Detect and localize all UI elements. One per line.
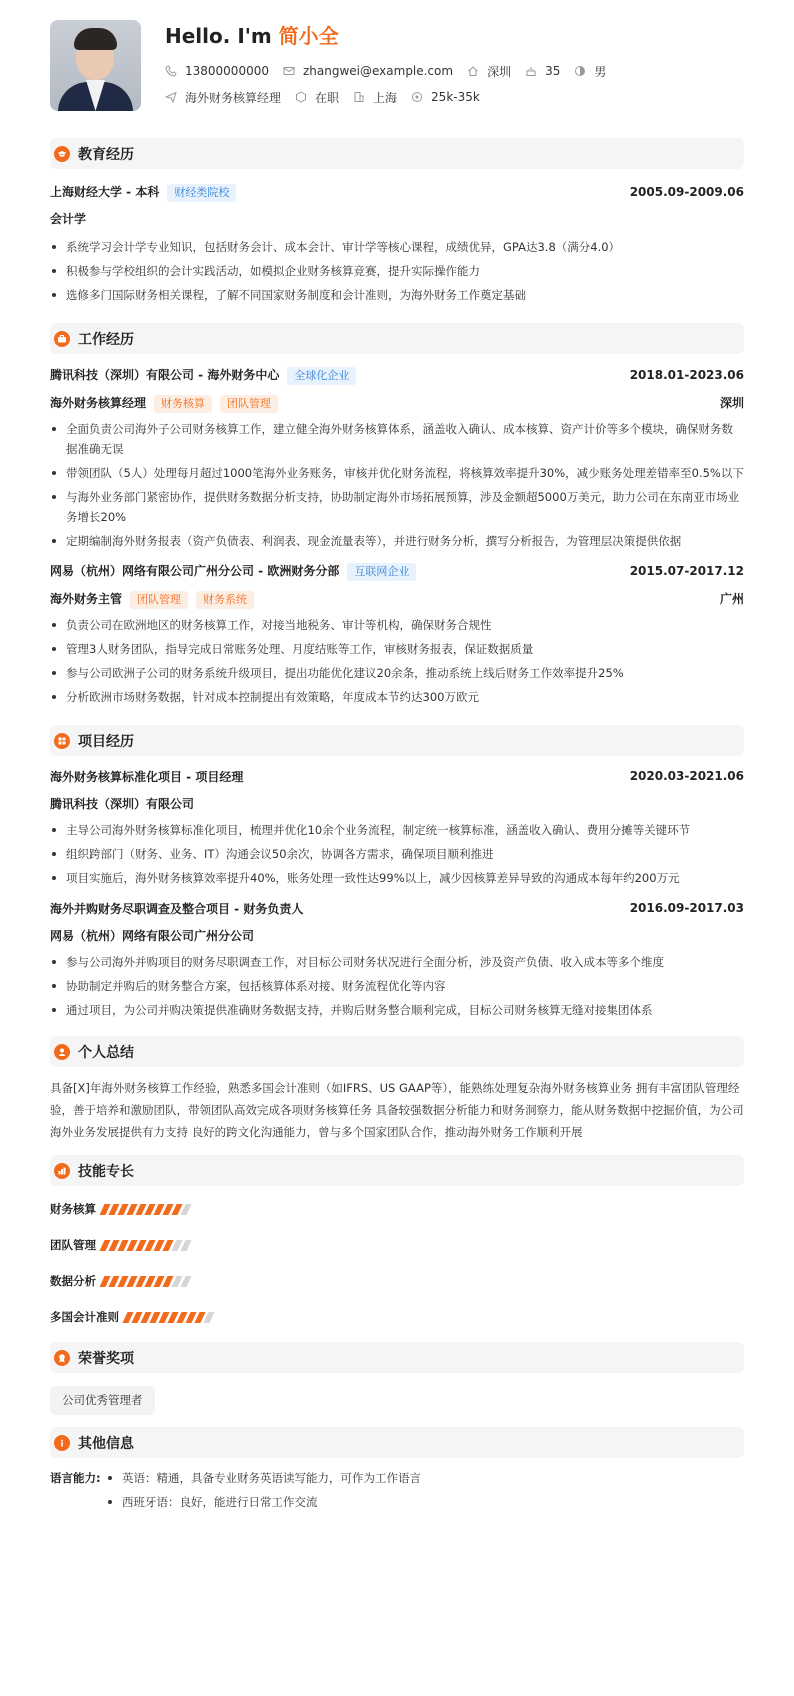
- list-item: 管理3人财务团队，指导完成日常账务处理、月度结账等工作，审核财务报表，保证数据质量: [50, 639, 744, 659]
- skill-item: [50, 1271, 744, 1291]
- building-icon: [353, 91, 365, 103]
- education-entry-head: [50, 182, 744, 202]
- salary-icon: [411, 91, 423, 103]
- section-title-projects: 项目经历: [50, 725, 744, 756]
- skill-item: [50, 1199, 744, 1219]
- list-item: 通过项目，为公司并购决策提供准确财务数据支持，并购后财务整合顺利完成，目标公司财务核算无缝对接集团体系: [50, 1000, 744, 1020]
- skill-bar: [102, 1240, 192, 1251]
- status: 在职: [315, 90, 340, 105]
- graduation-cap-icon: [54, 146, 70, 162]
- project-name: 海外财务核算标准化项目 - 项目经理: [50, 769, 244, 784]
- company-tag: 全球化企业: [287, 367, 356, 385]
- role-tag: 财务核算: [154, 395, 212, 413]
- project-period: 2016.09-2017.03: [629, 901, 744, 915]
- age-icon: [525, 65, 537, 77]
- language-list: [106, 1468, 421, 1516]
- salary: 25k-35k: [431, 90, 480, 104]
- work-location: 广州: [719, 592, 744, 606]
- list-item: 定期编制海外财务报表（资产负债表、利润表、现金流量表等），并进行财务分析，撰写分析报告，为管理层决策提供依据: [50, 531, 744, 551]
- gender-icon: [574, 65, 586, 77]
- gender: 男: [594, 64, 607, 79]
- list-item: 英语：精通，具备专业财务英语读写能力，可作为工作语言: [106, 1468, 421, 1488]
- section-title-honors: 荣誉奖项: [50, 1342, 744, 1373]
- education-section: [50, 138, 744, 305]
- school-name: 上海财经大学 - 本科: [50, 184, 160, 199]
- project-org: 网易（杭州）网络有限公司广州分公司: [50, 929, 255, 943]
- list-item: 全面负责公司海外子公司财务核算工作，建立健全海外财务核算体系，涵盖收入确认、成本核算、资产计价等多个模块，确保财务数据准确无误: [50, 419, 744, 459]
- skill-name: 团队管理: [50, 1238, 96, 1252]
- list-item: 系统学习会计学专业知识，包括财务会计、成本会计、审计学等核心课程，成绩优异，GPA达3.8（满分4.0）: [50, 237, 744, 257]
- role-tag: 财务系统: [196, 591, 254, 609]
- status-icon: [295, 91, 307, 103]
- position: 海外财务核算经理: [185, 90, 282, 105]
- skill-name: 财务核算: [50, 1202, 96, 1216]
- list-item: 积极参与学校组织的会计实践活动，如模拟企业财务核算竞赛，提升实际操作能力: [50, 261, 744, 281]
- skill-stripe-empty: [203, 1312, 214, 1323]
- skill-name: 多国会计准则: [50, 1310, 119, 1324]
- list-item: 组织跨部门（财务、业务、IT）沟通会议50余次，协调各方需求，确保项目顺利推进: [50, 844, 744, 864]
- skill-stripe-empty: [180, 1240, 191, 1251]
- list-item: 项目实施后，海外财务核算效率提升40%，账务处理一致性达99%以上，减少因核算差异导致的沟通成本每年约200万元: [50, 868, 744, 888]
- school-tag: 财经类院校: [167, 184, 236, 202]
- list-item: 参与公司海外并购项目的财务尽职调查工作，对目标公司财务状况进行全面分析，涉及资产负债、收入成本等多个维度: [50, 952, 744, 972]
- greeting: [165, 22, 620, 50]
- skill-stripe-empty: [180, 1204, 191, 1215]
- list-item: 主导公司海外财务核算标准化项目，梳理并优化10余个业务流程，制定统一核算标准，涵盖收入确认、费用分摊等关键环节: [50, 820, 744, 840]
- phone: 13800000000: [185, 64, 269, 78]
- summary-text: 具备[X]年海外财务核算工作经验，熟悉多国会计准则（如IFRS、US GAAP等），能熟练处理复杂海外财务核算业务 拥有丰富团队管理经验，善于培养和激励团队，带领团队高效完成各项财务核算任务 具备较强数据分析能力和财务洞察力，能从财务数据中挖掘价值，为公司海外业务发展提供有力支持 良好的跨文化沟通能力，曾与多个国家团队合作，推动海外财务工作顺利开展: [50, 1081, 744, 1139]
- work-bullets: [50, 419, 744, 551]
- other-section: [50, 1427, 744, 1516]
- company-name: 腾讯科技（深圳）有限公司 - 海外财务中心: [50, 367, 280, 382]
- section-title-summary: 个人总结: [50, 1036, 744, 1067]
- city: 深圳: [487, 64, 512, 79]
- project-entry: [50, 766, 744, 888]
- position-icon: [165, 91, 177, 103]
- list-item: 与海外业务部门紧密协作，提供财务数据分析支持，协助制定海外市场拓展预算，涉及金额超5000万美元，助力公司在东南亚市场业务增长20%: [50, 487, 744, 527]
- grid-icon: [54, 733, 70, 749]
- section-title-skills: 技能专长: [50, 1155, 744, 1186]
- project-entry: [50, 898, 744, 1020]
- mail-icon: [283, 65, 295, 77]
- list-item: 带领团队（5人）处理每月超过1000笔海外业务账务，审核并优化财务流程，将核算效率提升30%，减少账务处理差错率至0.5%以下: [50, 463, 744, 483]
- award-icon: [54, 1350, 70, 1366]
- company-name: 网易（杭州）网络有限公司广州分公司 - 欧洲财务分部: [50, 563, 340, 578]
- role-tag: 团队管理: [220, 395, 278, 413]
- list-item: 西班牙语：良好，能进行日常工作交流: [106, 1492, 421, 1512]
- role: 海外财务主管: [50, 592, 123, 606]
- project-period: 2020.03-2021.06: [629, 769, 744, 783]
- work-period: 2015.07-2017.12: [629, 564, 744, 578]
- section-title-work: 工作经历: [50, 323, 744, 354]
- skill-stripe-empty: [180, 1276, 191, 1287]
- email: zhangwei@example.com: [302, 64, 454, 78]
- work-section: [50, 323, 744, 707]
- list-item: 协助制定并购后的财务整合方案，包括核算体系对接、财务流程优化等内容: [50, 976, 744, 996]
- list-item: 选修多门国际财务相关课程，了解不同国家财务制度和会计准则，为海外财务工作奠定基础: [50, 285, 744, 305]
- role-tag: 团队管理: [130, 591, 188, 609]
- summary-section: [50, 1036, 744, 1143]
- honors-section: [50, 1342, 744, 1415]
- major: 会计学: [50, 212, 87, 226]
- project-bullets: [50, 820, 744, 888]
- briefcase-icon: [54, 331, 70, 347]
- project-name: 海外并购财务尽职调查及整合项目 - 财务负责人: [50, 901, 304, 916]
- resume-header: [50, 20, 744, 112]
- skill-name: 数据分析: [50, 1274, 96, 1288]
- skill-item: [50, 1307, 744, 1327]
- skill-bar: [125, 1312, 215, 1323]
- work-location: 深圳: [719, 396, 744, 410]
- home-icon: [467, 65, 479, 77]
- education-period: 2005.09-2009.06: [629, 185, 744, 199]
- section-title-education: 教育经历: [50, 138, 744, 169]
- company-tag: 互联网企业: [347, 563, 416, 581]
- list-item: 分析欧洲市场财务数据，针对成本控制提出有效策略，年度成本节约达300万欧元: [50, 687, 744, 707]
- project-org: 腾讯科技（深圳）有限公司: [50, 797, 195, 811]
- section-title-other: 其他信息: [50, 1427, 744, 1458]
- education-bullets: [50, 237, 744, 305]
- skills-section: [50, 1155, 744, 1327]
- skill-item: [50, 1235, 744, 1255]
- work-bullets: [50, 615, 744, 707]
- work-entry: [50, 561, 744, 707]
- greeting-text: Hello. I'm: [165, 24, 279, 48]
- language-label: 语言能力:: [50, 1471, 101, 1485]
- skills-list: [50, 1199, 744, 1327]
- target-city: 上海: [373, 90, 398, 105]
- skill-bar: [102, 1204, 192, 1215]
- phone-icon: [165, 65, 177, 77]
- chart-icon: [54, 1163, 70, 1179]
- work-period: 2018.01-2023.06: [629, 368, 744, 382]
- list-item: 负责公司在欧洲地区的财务核算工作，对接当地税务、审计等机构，确保财务合规性: [50, 615, 744, 635]
- honor-badge: 公司优秀管理者: [50, 1386, 155, 1415]
- avatar: [50, 20, 141, 111]
- list-item: 参与公司欧洲子公司的财务系统升级项目，提出功能优化建议20余条，推动系统上线后财务工作效率提升25%: [50, 663, 744, 683]
- age: 35: [545, 64, 561, 78]
- skill-bar: [102, 1276, 192, 1287]
- project-section: [50, 725, 744, 1020]
- candidate-name: 简小全: [278, 24, 339, 48]
- work-entry: [50, 365, 744, 551]
- user-icon: [54, 1044, 70, 1060]
- info-icon: [54, 1435, 70, 1451]
- role: 海外财务核算经理: [50, 396, 147, 410]
- language-block: [50, 1468, 744, 1516]
- project-bullets: [50, 952, 744, 1020]
